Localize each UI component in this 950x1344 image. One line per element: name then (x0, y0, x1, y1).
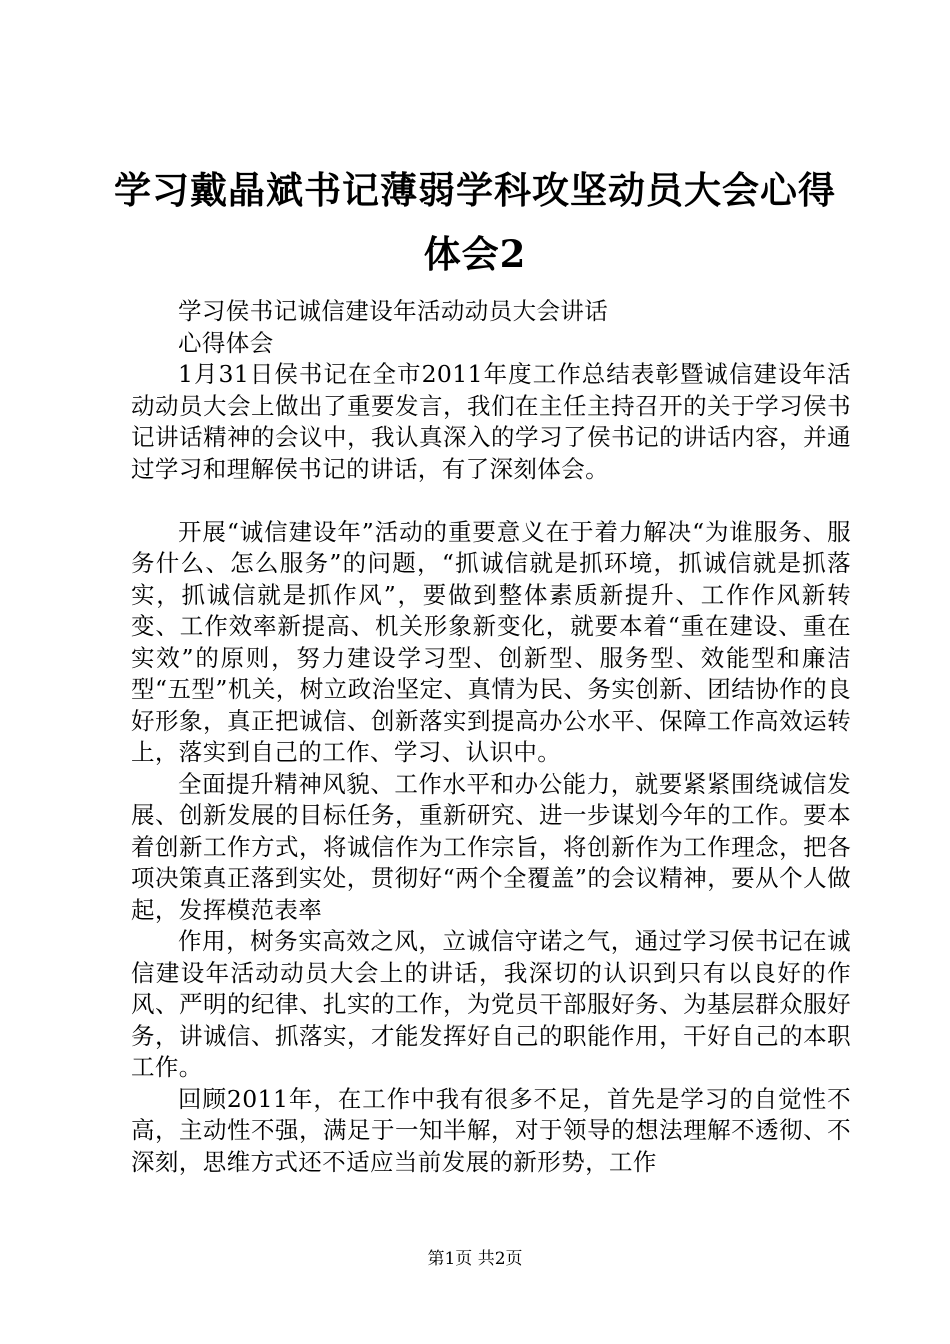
paragraph-4: 作用，树务实高效之风，立诚信守诺之气，通过学习侯书记在诚信建设年活动动员大会上的讲话，我深切的认识到只有以良好的作风、严明的纪律、扎实的工作，为党员干部服好务、为基层群众服好务，讲诚信、抓落实，才能发挥好自己的职能作用，干好自己的本职工作。 (131, 927, 851, 1081)
paragraph-1: 1月31日侯书记在全市2011年度工作总结表彰暨诚信建设年活动动员大会上做出了重要发言，我们在主任主持召开的关于学习侯书记讲话精神的会议中，我认真深入的学习了侯书记的讲话内容，并通过学习和理解侯书记的讲话，有了深刻体会。 (131, 360, 851, 483)
document-body (131, 296, 851, 1178)
subtitle-line-2: 心得体会 (178, 328, 274, 357)
paragraph-2: 开展“诚信建设年”活动的重要意义在于着力解决“为谁服务、服务什么、怎么服务”的问题，“抓诚信就是抓环境，抓诚信就是抓落实，抓诚信就是抓作风”，要做到整体素质新提升、工作作风新转变、工作效率新提高、机关形象新变化，就要本着“重在建设、重在实效”的原则，努力建设学习型、创新型、服务型、效能型和廉洁型“五型”机关，树立政治坚定、真情为民、务实创新、团结协作的良好形象，真正把诚信、创新落实到提高办公水平、保障工作高效运转上，落实到自己的工作、学习、认识中。 (131, 517, 851, 766)
subtitle-line-1: 学习侯书记诚信建设年活动动员大会讲话 (178, 297, 609, 325)
paragraph-spacer (131, 485, 851, 517)
page-footer: 第1页 共2页 (427, 1249, 523, 1269)
paragraph-5: 回顾2011年，在工作中我有很多不足，首先是学习的自觉性不高，主动性不强，满足于一知半解，对于领导的想法理解不透彻、不深刻，思维方式还不适应当前发展的新形势，工作 (131, 1084, 851, 1176)
document-title: 学习戴晶斌书记薄弱学科攻坚动员大会心得体会2 (114, 168, 836, 276)
paragraph-3: 全面提升精神风貌、工作水平和办公能力，就要紧紧围绕诚信发展、创新发展的目标任务，重新研究、进一步谋划今年的工作。要本着创新工作方式，将诚信作为工作宗旨，将创新作为工作理念，把各项决策真正落到实处，贯彻好“两个全覆盖”的会议精神，要从个人做起，发挥模范表率 (131, 769, 851, 924)
